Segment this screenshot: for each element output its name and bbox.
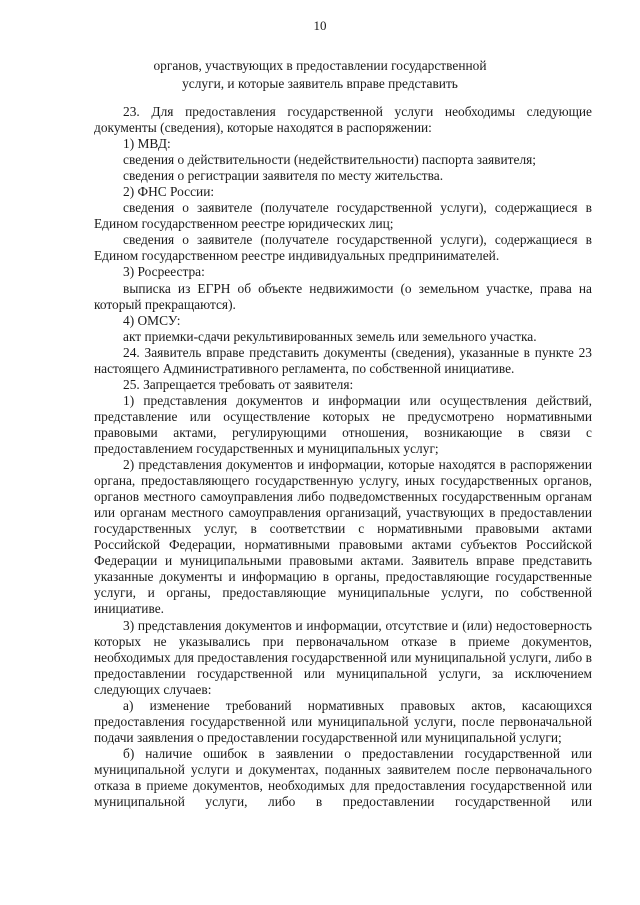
paragraph-23-item-1-line-2: сведения о регистрации заявителя по месту жительства.: [123, 168, 444, 184]
paragraph-24: 24. Заявитель вправе представить документы (сведения), указанные в пункте 23 настоящего Административного регламента, по собственной инициативе.: [94, 344, 592, 376]
paragraph-23-item-2-line-1: сведения о заявителе (получателе государственной услуги), содержащиеся в Едином государственном реестре юридических лиц;: [94, 200, 592, 232]
paragraph-23: 23. Для предоставления государственной услуги необходимы следующие документы (сведения), которые находятся в распоряжении:: [94, 104, 592, 136]
paragraph-23-item-2: 2) ФНС России:: [123, 184, 215, 200]
paragraph-23-item-4: 4) ОМСУ:: [123, 312, 181, 328]
paragraph-25-item-3-b: б) наличие ошибок в заявлении о предоставлении государственной или муниципальной услуги и документах, поданных заявителем после первоначального отказа в приеме документов, необходимых для предоставления государственной или муниципальной услуги, либо в предоставлении государственной или: [94, 745, 592, 810]
paragraph-23-item-4-line-1: акт приемки-сдачи рекультивированных земель или земельного участка.: [123, 328, 537, 344]
paragraph-25-item-1: 1) представления документов и информации или осуществления действий, представление или осуществление которых не предусмотрено нормативными правовыми актами, регулирующими отношения, возникающие в связи с предоставлением государственных и муниципальных услуг;: [94, 392, 592, 456]
paragraph-25-item-2: 2) представления документов и информации, которые находятся в распоряжении органа, предоставляющего государственную услугу, иных государственных органов, органов местного самоуправления либо подведомственных государственным органам или органам местного самоуправления организаций, участвующих в предоставлении государственных услуг, в соответствии с нормативными правовыми актами Российской Федерации, нормативными правовыми актами субъектов Российской Федерации и муниципальными правовыми актами. Заявитель вправе представить указанные документы и информацию в органы, предоставляющие государственные услуги, и органы, предоставляющие муниципальные услуги, по собственной инициативе.: [94, 457, 592, 617]
paragraph-25: 25. Запрещается требовать от заявителя:: [123, 376, 354, 392]
paragraph-25-item-3: 3) представления документов и информации, отсутствие и (или) недостоверность которых не указывались при первоначальном отказе в приеме документов, необходимых для предоставления государственной или муниципальной услуги, либо в предоставлении государственной или муниципальной услуги, за исключением следующих случаев:: [94, 617, 592, 697]
paragraph-25-item-3-a: а) изменение требований нормативных правовых актов, касающихся предоставления государственной или муниципальной услуги, после первоначальной подачи заявления о предоставлении государственной или муниципальной услуги;: [94, 697, 592, 745]
paragraph-23-item-2-line-2: сведения о заявителе (получателе государственной услуги), содержащиеся в Едином государственном реестре индивидуальных предпринимателей.: [94, 232, 592, 264]
page-number: 10: [313, 18, 327, 33]
section-heading: [140, 57, 500, 92]
heading-line-1: органов, участвующих в предоставлении государственной: [153, 58, 487, 73]
paragraph-23-item-1: 1) МВД:: [123, 136, 171, 152]
paragraph-23-item-1-line-1: сведения о действительности (недействительности) паспорта заявителя;: [123, 152, 537, 168]
paragraph-23-item-3: 3) Росреестра:: [123, 264, 205, 280]
heading-line-2: услуги, и которые заявитель вправе представить: [182, 75, 458, 91]
document-body: [94, 104, 592, 826]
paragraph-23-item-3-line-1: выписка из ЕГРН об объекте недвижимости (о земельном участке, права на который прекращаются).: [94, 280, 592, 312]
